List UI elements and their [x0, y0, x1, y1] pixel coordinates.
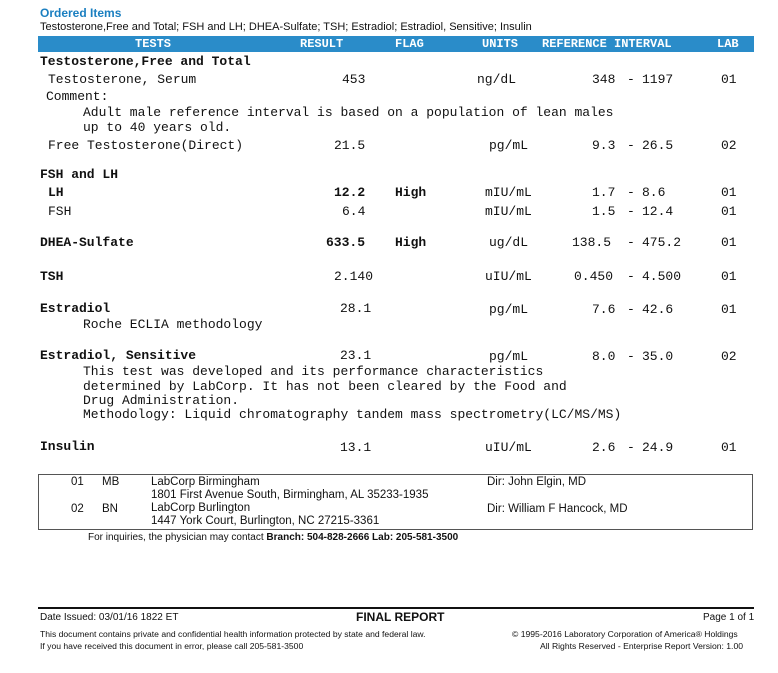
- privacy-notice: If you have received this document in error, please call 205-581-3500: [40, 641, 304, 651]
- lab-code: 01: [721, 269, 737, 284]
- comment-line: up to 40 years old.: [83, 120, 232, 135]
- col-result-header: RESULT: [300, 37, 344, 51]
- lab-code: 02: [721, 349, 737, 364]
- ordered-items-list: Testosterone,Free and Total; FSH and LH; DHEA-Sulfate; TSH; Estradiol; Estradiol, Sensitive; Insulin: [40, 21, 532, 33]
- group-title-fsh-lh: FSH and LH: [40, 167, 119, 182]
- ref-high: 475.2: [642, 235, 682, 250]
- privacy-notice: This document contains private and confidential health information protected by state and federal law.: [40, 629, 426, 639]
- flag-high: High: [395, 185, 427, 200]
- lab-code: 02: [721, 138, 737, 153]
- units-value: mIU/mL: [485, 185, 532, 200]
- lab-code: 02: [71, 503, 84, 515]
- test-name-insulin: Insulin: [40, 439, 95, 454]
- units-value: pg/mL: [489, 349, 529, 364]
- ref-low: 9.3: [592, 138, 616, 153]
- units-value: pg/mL: [489, 138, 529, 153]
- lab-code: 01: [721, 440, 737, 455]
- result-value: 453: [342, 72, 366, 87]
- test-note: Drug Administration.: [83, 393, 240, 408]
- test-name-tsh: TSH: [40, 269, 64, 284]
- ref-low: 138.5: [572, 235, 612, 250]
- col-flag-header: FLAG: [395, 37, 424, 51]
- units-value: ug/dL: [489, 235, 529, 250]
- ref-low: 348: [592, 72, 616, 87]
- lab-name: LabCorp Birmingham: [151, 476, 260, 488]
- ref-dash: -: [627, 185, 635, 200]
- units-value: mIU/mL: [485, 204, 532, 219]
- result-value: 28.1: [340, 301, 372, 316]
- inquiries-phone: Branch: 504-828-2666 Lab: 205-581-3500: [266, 532, 459, 543]
- test-name-dhea-sulfate: DHEA-Sulfate: [40, 235, 134, 250]
- lab-code: 01: [721, 302, 737, 317]
- result-value: 2.140: [334, 269, 374, 284]
- report-version: [540, 641, 743, 651]
- ref-low: 7.6: [592, 302, 616, 317]
- report-status: FINAL REPORT: [356, 610, 445, 624]
- lab-code: 01: [721, 204, 737, 219]
- ref-dash: -: [627, 269, 635, 284]
- units-value: pg/mL: [489, 302, 529, 317]
- lab-director: Dir: John Elgin, MD: [487, 476, 587, 488]
- units-value: ng/dL: [477, 72, 517, 87]
- report-version-number: 1.00: [726, 641, 744, 651]
- ref-low: 0.450: [574, 269, 614, 284]
- test-name-fsh: FSH: [48, 204, 72, 219]
- result-value: 13.1: [340, 440, 372, 455]
- inquiries-note: [88, 532, 458, 543]
- ref-dash: -: [627, 138, 635, 153]
- inquiries-prefix: For inquiries, the physician may contact: [88, 532, 264, 543]
- result-value: 12.2: [334, 185, 366, 200]
- ref-high: 1197: [642, 72, 674, 87]
- test-name-estradiol-sensitive: Estradiol, Sensitive: [40, 348, 197, 363]
- footer-divider: [38, 607, 754, 609]
- ref-high: 26.5: [642, 138, 674, 153]
- test-note: Roche ECLIA methodology: [83, 317, 263, 332]
- ref-high: 4.500: [642, 269, 682, 284]
- ref-dash: -: [627, 72, 635, 87]
- lab-code: 01: [721, 72, 737, 87]
- performing-labs-box: [38, 474, 753, 530]
- ref-high: 35.0: [642, 349, 674, 364]
- test-note: Methodology: Liquid chromatography tandem mass spectrometry(LC/MS/MS): [83, 407, 622, 422]
- copyright: © 1995-2016 Laboratory Corporation of America® Holdings: [512, 629, 738, 639]
- ref-high: 12.4: [642, 204, 674, 219]
- page-number: Page 1 of 1: [703, 612, 755, 623]
- lab-abbr: BN: [102, 503, 118, 515]
- test-name-lh: LH: [48, 185, 64, 200]
- ref-high: 42.6: [642, 302, 674, 317]
- lab-name: LabCorp Burlington: [151, 502, 251, 514]
- lab-address: 1447 York Court, Burlington, NC 27215-3361: [151, 515, 380, 527]
- results-table-header: [38, 36, 754, 52]
- result-value: 23.1: [340, 348, 372, 363]
- result-value: 6.4: [342, 204, 366, 219]
- col-units-header: UNITS: [482, 37, 519, 51]
- result-value: 21.5: [334, 138, 366, 153]
- lab-address: 1801 First Avenue South, Birmingham, AL 35233-1935: [151, 489, 429, 501]
- ref-dash: -: [627, 349, 635, 364]
- ref-high: 8.6: [642, 185, 666, 200]
- col-lab-header: LAB: [717, 37, 739, 51]
- test-name-testosterone-serum: Testosterone, Serum: [48, 72, 197, 87]
- comment-line: Adult male reference interval is based on a population of lean males: [83, 105, 614, 120]
- lab-code: 01: [721, 185, 737, 200]
- report-version-label: All Rights Reserved - Enterprise Report Version:: [540, 641, 724, 651]
- lab-abbr: MB: [102, 476, 120, 488]
- ref-low: 2.6: [592, 440, 616, 455]
- test-note: This test was developed and its performance characteristics: [83, 364, 544, 379]
- lab-code: 01: [721, 235, 737, 250]
- ref-low: 8.0: [592, 349, 616, 364]
- ref-dash: -: [627, 302, 635, 317]
- col-reference-header: REFERENCE INTERVAL: [542, 37, 672, 51]
- comment-label: Comment:: [46, 89, 109, 104]
- lab-code: 01: [71, 476, 84, 488]
- ref-high: 24.9: [642, 440, 674, 455]
- test-name-estradiol: Estradiol: [40, 301, 111, 316]
- ref-low: 1.5: [592, 204, 616, 219]
- lab-director: Dir: William F Hancock, MD: [487, 503, 628, 515]
- units-value: uIU/mL: [485, 440, 532, 455]
- test-name-free-testosterone: Free Testosterone(Direct): [48, 138, 244, 153]
- ref-dash: -: [627, 440, 635, 455]
- date-issued: Date Issued: 03/01/16 1822 ET: [40, 612, 179, 623]
- flag-high: High: [395, 235, 427, 250]
- col-tests-header: TESTS: [135, 37, 172, 51]
- ref-low: 1.7: [592, 185, 616, 200]
- ref-dash: -: [627, 235, 635, 250]
- ref-dash: -: [627, 204, 635, 219]
- result-value: 633.5: [326, 235, 366, 250]
- group-title-testosterone: Testosterone,Free and Total: [40, 54, 251, 69]
- test-note: determined by LabCorp. It has not been cleared by the Food and: [83, 379, 567, 394]
- ordered-items-title: Ordered Items: [40, 6, 122, 20]
- units-value: uIU/mL: [485, 269, 532, 284]
